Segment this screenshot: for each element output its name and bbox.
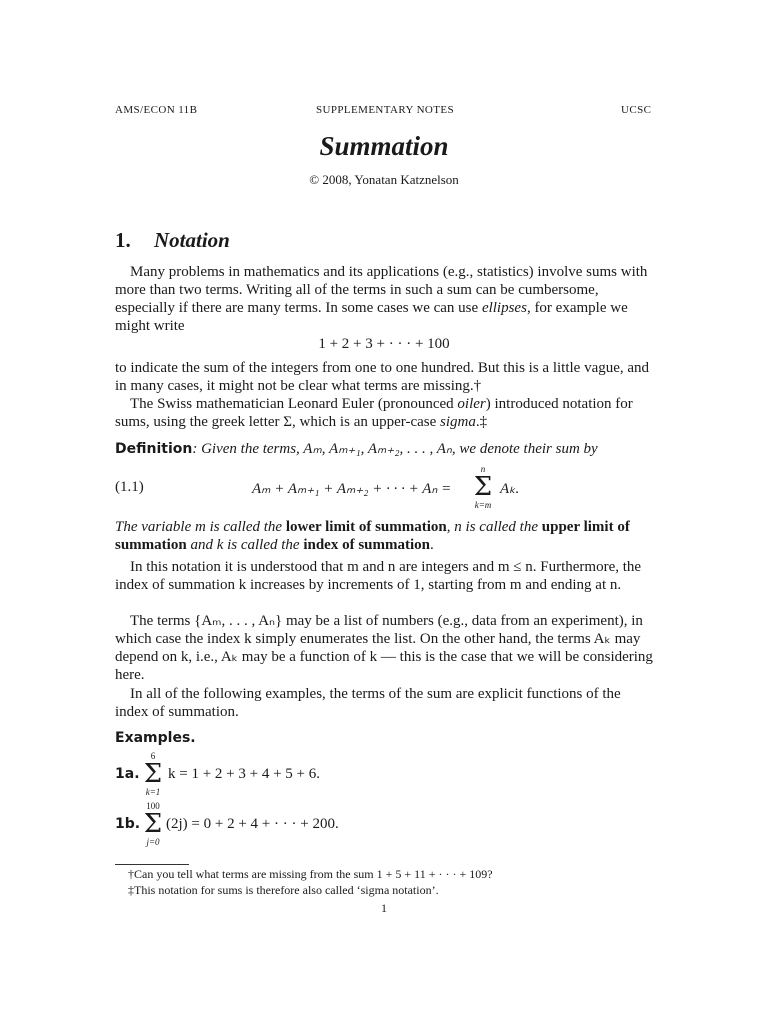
sigma-icon: Σ: [143, 809, 163, 839]
definition-label: Definition: [115, 441, 193, 457]
example-1b-label: 1b.: [115, 816, 141, 832]
equation-lower-limit: k=m: [474, 500, 492, 510]
paragraph-euler: The Swiss mathematician Leonard Euler (pronounced oiler) introduced notation for sums, using the greek letter Σ, which is an upper-case sigma.‡: [115, 396, 633, 430]
paragraph-terms: The terms {Aₘ, . . . , Aₙ} may be a list of numbers (e.g., data from an experiment), in which case the index k simply enumerates the list. On the other hand, the terms Aₖ may depend on k, i.e., Aₖ may be a function of k — this is the case that we will be considering here.: [115, 613, 653, 683]
example-1a-body: k = 1 + 2 + 3 + 4 + 5 + 6.: [168, 766, 321, 782]
examples-heading: Examples.: [115, 730, 196, 746]
sigma-icon: Σ: [473, 472, 493, 502]
equation-upper-limit: n: [480, 464, 486, 474]
header-course: AMS/ECON 11B: [115, 104, 198, 116]
footnote-rule: [115, 864, 189, 865]
copyright-line: © 2008, Yonatan Katznelson: [309, 172, 459, 187]
example-1b-body: (2j) = 0 + 2 + 4 + · · · + 200.: [166, 816, 339, 832]
paragraph-understood: In this notation it is understood that m and n are integers and m ≤ n. Furthermore, the index of summation k increases by increments of 1, starting from m and ending at n.: [115, 559, 642, 593]
equation-number: (1.1): [115, 479, 144, 495]
example-1a-sigma: 6 Σ k=1: [139, 751, 167, 797]
example-1a-label: 1a.: [115, 766, 140, 782]
definition-terms: The variable m is called the lower limit of summation, n is called the upper limit of summation and k is called the index of summation.: [115, 519, 630, 553]
header-school: UCSC: [621, 104, 652, 116]
definition: Definition: Given the terms, Aₘ, Aₘ₊₁, Aₘ₊₂, . . . , Aₙ, we denote their sum by: [115, 441, 598, 457]
page-number: 1: [381, 901, 387, 915]
page-title: Summation: [319, 131, 449, 161]
header-kind: SUPPLEMENTARY NOTES: [316, 104, 455, 116]
equation-lhs: Aₘ + Aₘ₊₁ + Aₘ₊₂ + · · · + Aₙ =: [252, 481, 452, 497]
footnote-double-dagger: ‡This notation for sums is therefore also called ‘sigma notation’.: [128, 883, 439, 897]
section-title: Notation: [154, 228, 230, 252]
section-heading: [115, 228, 230, 253]
display-sum: 1 + 2 + 3 + · · · + 100: [318, 336, 450, 352]
paragraph-examples-intro: In all of the following examples, the terms of the sum are explicit functions of the index of summation.: [115, 686, 621, 720]
equation-sigma: [468, 464, 498, 510]
paragraph-intro: Many problems in mathematics and its applications (e.g., statistics) involve sums with more than two terms. Writing all of the terms in such a sum can be cumbersome, especially if there are many terms. In some cases we can use ellipses, for example we might write: [115, 264, 648, 334]
section-number: 1.: [115, 228, 131, 252]
footnote-dagger: †Can you tell what terms are missing from the sum 1 + 5 + 11 + · · · + 109?: [128, 867, 493, 881]
paragraph-vague: to indicate the sum of the integers from one to one hundred. But this is a little vague, and in many cases, it might not be clear what terms are missing.†: [115, 360, 650, 394]
equation-term: Aₖ.: [500, 481, 520, 497]
sigma-icon: Σ: [143, 759, 163, 789]
example-1b-sigma: 100 Σ j=0: [139, 801, 167, 847]
